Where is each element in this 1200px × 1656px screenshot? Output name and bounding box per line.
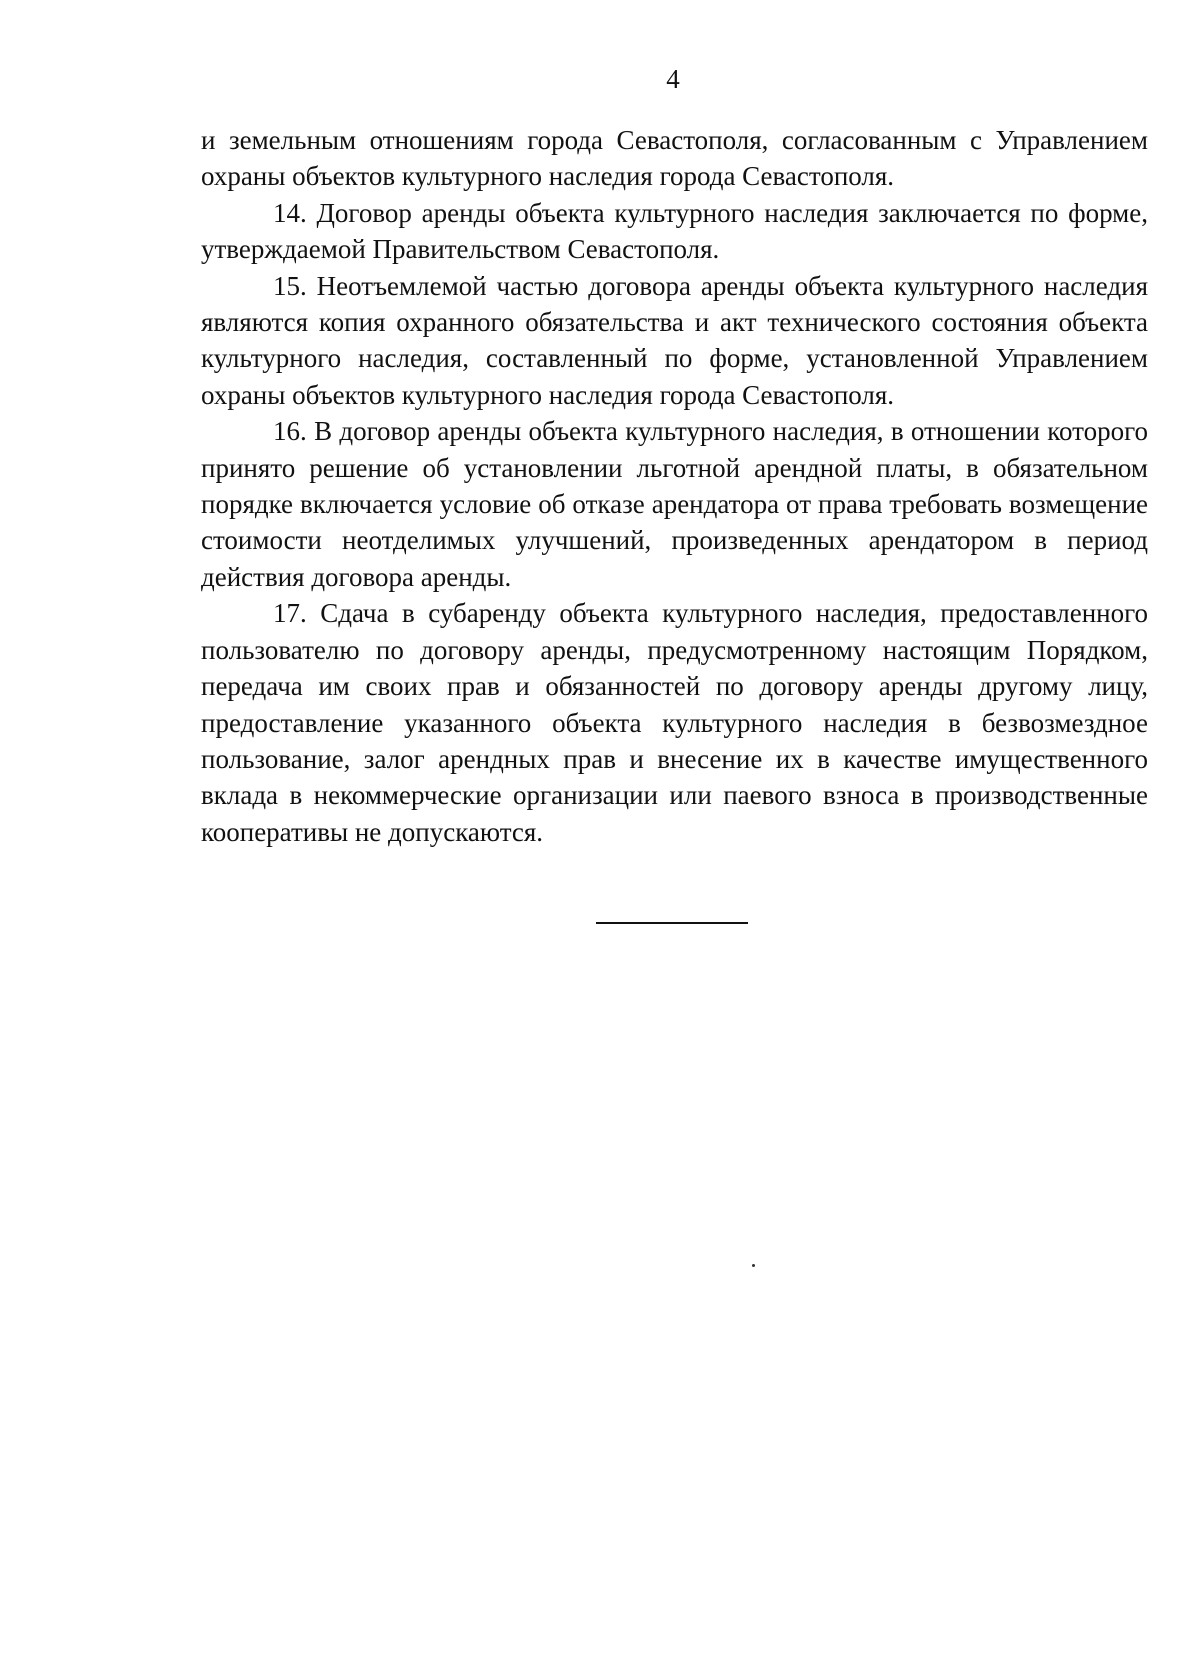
scan-speck: [752, 1264, 755, 1267]
paragraph-item-15: 15. Неотъемлемой частью договора аренды объекта культурного наследия являются копия охранного обязательства и акт технического состояния объекта культурного наследия, составленный по форме, установленной Управлением охраны объектов культурного наследия города Севастополя.: [201, 270, 1148, 410]
closing-divider-line: [596, 922, 748, 924]
paragraph-item-16: 16. В договор аренды объекта культурного наследия, в отношении которого принято решение об установлении льготной арендной платы, в обязательном порядке включается условие об отказе арендатора от права требовать возмещение стоимости неотделимых улучшений, произведенных арендатором в период действия договора аренды.: [201, 416, 1148, 592]
document-body: [201, 122, 1148, 850]
paragraph-continuation: и земельным отношениям города Севастополя, согласованным с Управлением охраны объектов культурного наследия города Севастополя.: [201, 125, 1148, 192]
paragraph-item-17: 17. Сдача в субаренду объекта культурного наследия, предоставленного пользователю по договору аренды, предусмотренному настоящим Порядком, передача им своих прав и обязанностей по договору аренды другому лицу, предоставление указанного объекта культурного наследия в безвозмездное пользование, залог арендных прав и внесение их в качестве имущественного вклада в некоммерческие организации или паевого взноса в производственные кооперативы не допускаются.: [201, 598, 1148, 847]
page-number: 4: [666, 64, 680, 94]
paragraph-item-14: 14. Договор аренды объекта культурного наследия заключается по форме, утверждаемой Правительством Севастополя.: [201, 197, 1148, 265]
